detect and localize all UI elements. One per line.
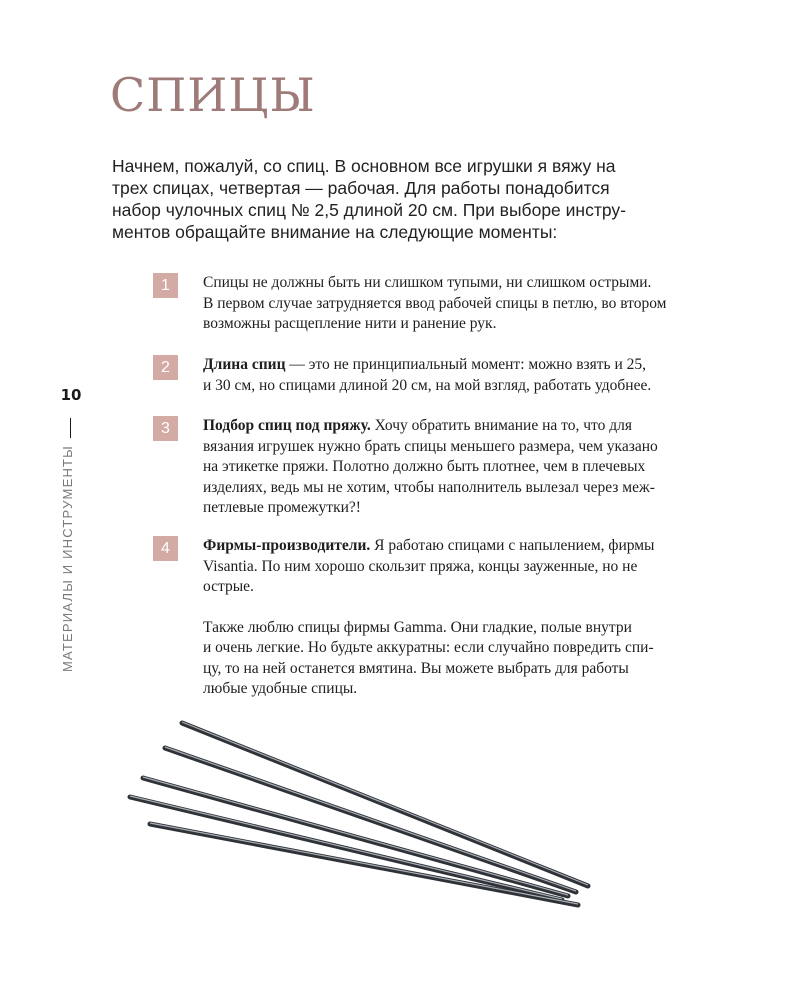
needle xyxy=(150,823,578,905)
item-line: изделиях, ведь мы не хотим, чтобы наполнитель вылезал через меж- xyxy=(203,478,655,496)
section-label: МАТЕРИАЛЫ И ИНСТРУМЕНТЫ xyxy=(60,445,75,672)
item-line: Visantia. По ним хорошо скользит пряжа, концы зауженные, но не xyxy=(203,557,638,575)
intro-line: Начнем, пожалуй, со спиц. В основном все игрушки я вяжу на xyxy=(112,156,616,176)
item-line: вязания игрушек нужно брать спицы меньшего размера, чем указано xyxy=(203,437,658,455)
intro-line: трех спицах, четвертая — рабочая. Для работы понадобится xyxy=(112,178,610,198)
item-lead: Длина спиц xyxy=(203,356,286,373)
item-text xyxy=(203,355,763,396)
item-line: Спицы не должны быть ни слишком тупыми, ни слишком острыми. xyxy=(203,274,652,291)
item-text xyxy=(203,536,763,700)
item-line: на этикетке пряжи. Полотно должно быть плотнее, чем в плечевых xyxy=(203,458,646,475)
item-line: В первом случае затрудняется ввод рабочей спицы в петлю, во втором xyxy=(203,294,667,312)
item-line: Хочу обратить внимание на то, что для xyxy=(370,417,632,434)
knitting-needles-image xyxy=(110,708,610,913)
item-text xyxy=(203,273,763,335)
item-line: Я работаю спицами с напылением, фирмы xyxy=(370,537,655,554)
item-text xyxy=(203,416,763,519)
paragraph-gap xyxy=(203,598,763,618)
item-number-badge: 4 xyxy=(153,536,178,561)
item-number-badge: 3 xyxy=(153,416,178,441)
item-lead: Подбор спиц под пряжу. xyxy=(203,417,371,434)
item-line: — это не принципиальный момент: можно взять и 25, xyxy=(285,356,647,373)
item-line: и очень легкие. Но будьте аккуратны: если случайно повредить спи- xyxy=(203,639,654,656)
side-divider xyxy=(70,418,71,438)
intro-paragraph xyxy=(112,155,692,243)
item-line: любые удобные спицы. xyxy=(203,680,358,697)
page-number: 10 xyxy=(60,386,82,404)
item-line: петлевые промежутки?! xyxy=(203,499,361,516)
item-line: и 30 см, но спицами длиной 20 см, на мой взгляд, работать удобнее. xyxy=(203,376,652,394)
item-number-badge: 2 xyxy=(153,355,178,380)
item-line: острые. xyxy=(203,578,254,595)
item-line: цу, то на ней останется вмятина. Вы можете выбрать для работы xyxy=(203,659,629,677)
page-title: СПИЦЫ xyxy=(110,68,316,122)
intro-line: ментов обращайте внимание на следующие моменты: xyxy=(112,222,558,242)
item-line: Также люблю спицы фирмы Gamma. Они гладкие, полые внутри xyxy=(203,618,632,636)
item-line: возможны расщепление нити и ранение рук. xyxy=(203,315,497,332)
intro-line: набор чулочных спиц № 2,5 длиной 20 см. При выборе инстру- xyxy=(112,200,626,220)
item-number-badge: 1 xyxy=(153,273,178,298)
item-lead: Фирмы-производители. xyxy=(203,537,371,554)
